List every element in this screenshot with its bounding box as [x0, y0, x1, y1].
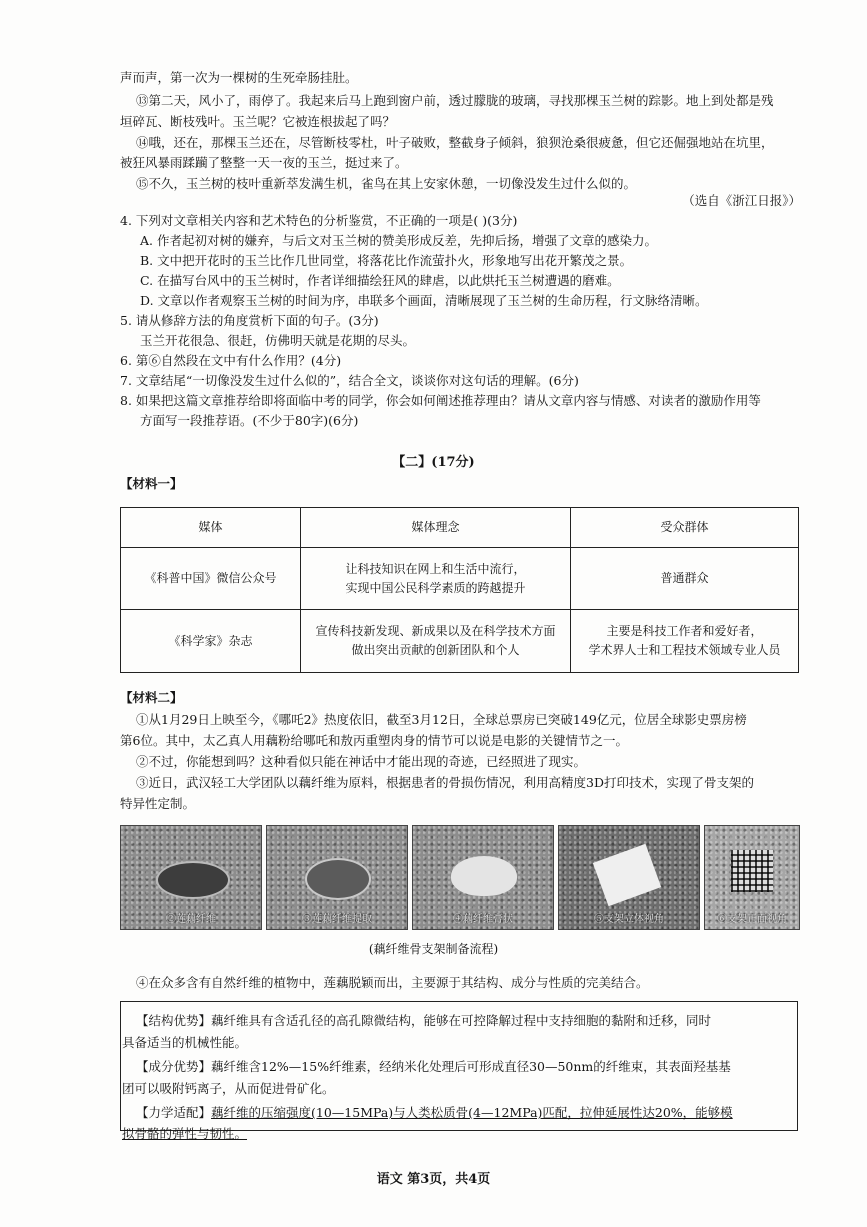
- photo-strip-caption: (藕纤维骨支架制备流程): [368, 942, 499, 956]
- paragraph-13-line1: ⑬第二天，风小了，雨停了。我起来后马上跑到窗户前，透过朦胧的玻璃，寻找那棵玉兰树的踪影。地上到处都是残: [136, 93, 774, 108]
- structure-advantage-line2: 具备适当的机械性能。: [122, 1035, 248, 1050]
- process-photo-5: [704, 825, 800, 930]
- process-photo-2: [266, 825, 408, 930]
- mechanics-advantage-line1: [136, 1105, 733, 1121]
- composition-advantage-line1: 【成分优势】藕纤维含12%—15%纤维素，经纳米化处理后可形成直径30—50nm的纤维束，其表面羟基基: [136, 1059, 731, 1074]
- idea-line: 让科技知识在网上和生活中流行，: [345, 561, 526, 576]
- table-row: [121, 548, 799, 610]
- material-2-p1-line2: 第6位。其中，太乙真人用藕粉给哪吒和敖丙重塑肉身的情节可以说是电影的关键情节之一。: [120, 733, 628, 748]
- material-2-p4: ④在众多含有自然纤维的植物中，莲藕脱颖而出，主要源于其结构、成分与性质的完美结合。: [136, 975, 649, 990]
- question-4: 4. 下列对文章相关内容和艺术特色的分析鉴赏，不正确的一项是( )(3分): [120, 213, 518, 228]
- question-8-line1: 8. 如果把这篇文章推荐给即将面临中考的同学，你会如何阐述推荐理由？请从文章内容与情感、对读者的激励作用等: [120, 393, 761, 408]
- paragraph-14-line1: ⑭哦，还在，那棵玉兰还在，尽管断枝零杜，叶子破败，整截身子倾斜，狼狈沧桑很疲惫，但它还倔强地站在坑里，: [136, 135, 774, 150]
- question-4-option-a: A. 作者起初对树的嫌弃，与后文对玉兰树的赞美形成反差，先抑后扬，增强了文章的感染力。: [140, 233, 657, 248]
- photo-caption: ②莲藕纤维: [166, 914, 216, 925]
- photo-caption: ⑥支架正面视角: [717, 914, 787, 925]
- photo-caption: ④藕纤维膏状: [453, 914, 513, 925]
- table-cell-media: 《科普中国》微信公众号: [121, 548, 301, 610]
- mechanics-advantage-line2: 拟骨骼的弹性与韧性。: [122, 1126, 248, 1141]
- process-photo-strip: [120, 825, 798, 930]
- photo-caption: ③莲藕纤维提取: [302, 914, 372, 925]
- mechanics-advantage-heading: 【力学适配】: [136, 1105, 212, 1120]
- material-2-p3-line1: ③近日，武汉轻工大学团队以藕纤维为原料，根据患者的骨损伤情况，利用高精度3D打印技术，实现了骨支架的: [136, 775, 754, 790]
- passage-source: （选自《浙江日报》）: [682, 193, 801, 208]
- mechanics-advantage-text: 藕纤维的压缩强度(10—15MPa)与人类松质骨(4—12MPa)匹配，拉伸延展性达20%，能够模: [211, 1105, 733, 1120]
- paragraph-13-line2: 垣碎瓦、断枝残叶。玉兰呢？它被连根拔起了吗？: [120, 114, 396, 129]
- audience-line: 普通群众: [660, 571, 709, 585]
- table-cell-idea: [301, 610, 571, 673]
- idea-line: 做出突出贡献的创新团队和个人: [351, 643, 520, 657]
- process-photo-4: [558, 825, 700, 930]
- question-4-option-d: D. 文章以作者观察玉兰树的时间为序，串联多个画面，清晰展现了玉兰树的生命历程，行文脉络清晰。: [140, 293, 708, 308]
- material-2-label: 【材料二】: [120, 690, 183, 705]
- composition-advantage-line2: 团可以吸附钙离子，从而促进骨矿化。: [122, 1081, 335, 1096]
- table-header-idea: 媒体理念: [301, 508, 571, 548]
- table-row: [121, 610, 799, 673]
- question-6: 6. 第⑥自然段在文中有什么作用？(4分): [120, 353, 342, 368]
- paragraph-15: ⑮不久，玉兰树的枝叶重新萃发满生机，雀鸟在其上安家休憩，一切像没发生过什么似的。: [136, 176, 637, 191]
- question-5: 5. 请从修辞方法的角度赏析下面的句子。(3分): [120, 313, 379, 328]
- table-header-media: 媒体: [121, 508, 301, 548]
- process-photo-1: [120, 825, 262, 930]
- table-cell-audience: [571, 610, 799, 673]
- material-1-label: 【材料一】: [120, 476, 183, 491]
- material-2-p3-line2: 特异性定制。: [120, 796, 196, 811]
- question-7: 7. 文章结尾“一切像没发生过什么似的”，结合全文，谈谈你对这句话的理解。(6分): [120, 373, 579, 388]
- section-2-title: 【二】(17分): [392, 455, 475, 470]
- material-2-p2: ②不过，你能想到吗？这种看似只能在神话中才能出现的奇迹，已经照进了现实。: [136, 754, 587, 769]
- page-footer: 语文 第3页，共4页: [376, 1172, 491, 1187]
- table-cell-idea: [301, 548, 571, 610]
- audience-line: 学术界人士和工程技术领域专业人员: [588, 643, 781, 657]
- structure-advantage-line1: 【结构优势】藕纤维具有含适孔径的高孔隙微结构，能够在可控降解过程中支持细胞的黏附和迁移，同时: [136, 1013, 712, 1028]
- process-photo-3: [412, 825, 554, 930]
- idea-line: 宣传科技新发现、新成果以及在科学技术方面: [315, 624, 556, 638]
- table-header-audience: 受众群体: [571, 508, 799, 548]
- photo-caption: ⑤支架立体视角: [594, 914, 664, 925]
- audience-line: 主要是科技工作者和爱好者，: [606, 624, 763, 638]
- table-cell-media: 《科学家》杂志: [121, 610, 301, 673]
- material-2-p1-line1: ①从1月29日上映至今，《哪吒2》热度依旧，截至3月12日，全球总票房已突破149亿元，位居全球影史票房榜: [136, 712, 747, 727]
- paragraph-14-line2: 被狂风暴雨蹂躏了整整一天一夜的玉兰，挺过来了。: [120, 155, 408, 170]
- question-8-line2: 方面写一段推荐语。(不少于80字)(6分): [140, 413, 359, 428]
- table-header-row: [121, 508, 799, 548]
- question-5-quote: 玉兰开花很急、很赶，仿佛明天就是花期的尽头。: [140, 333, 416, 348]
- media-table: [120, 507, 799, 673]
- table-cell-audience: [571, 548, 799, 610]
- passage-continuation: 声而声，第一次为一棵树的生死牵肠挂肚。: [120, 70, 358, 85]
- question-4-option-b: B. 文中把开花时的玉兰比作几世同堂，将落花比作流萤扑火，形象地写出花开繁茂之景。: [140, 253, 633, 268]
- question-4-option-c: C. 在描写台风中的玉兰树时，作者详细描绘狂风的肆虐，以此烘托玉兰树遭遇的磨难。: [140, 273, 620, 288]
- idea-line: 实现中国公民科学素质的跨越提升: [345, 580, 526, 595]
